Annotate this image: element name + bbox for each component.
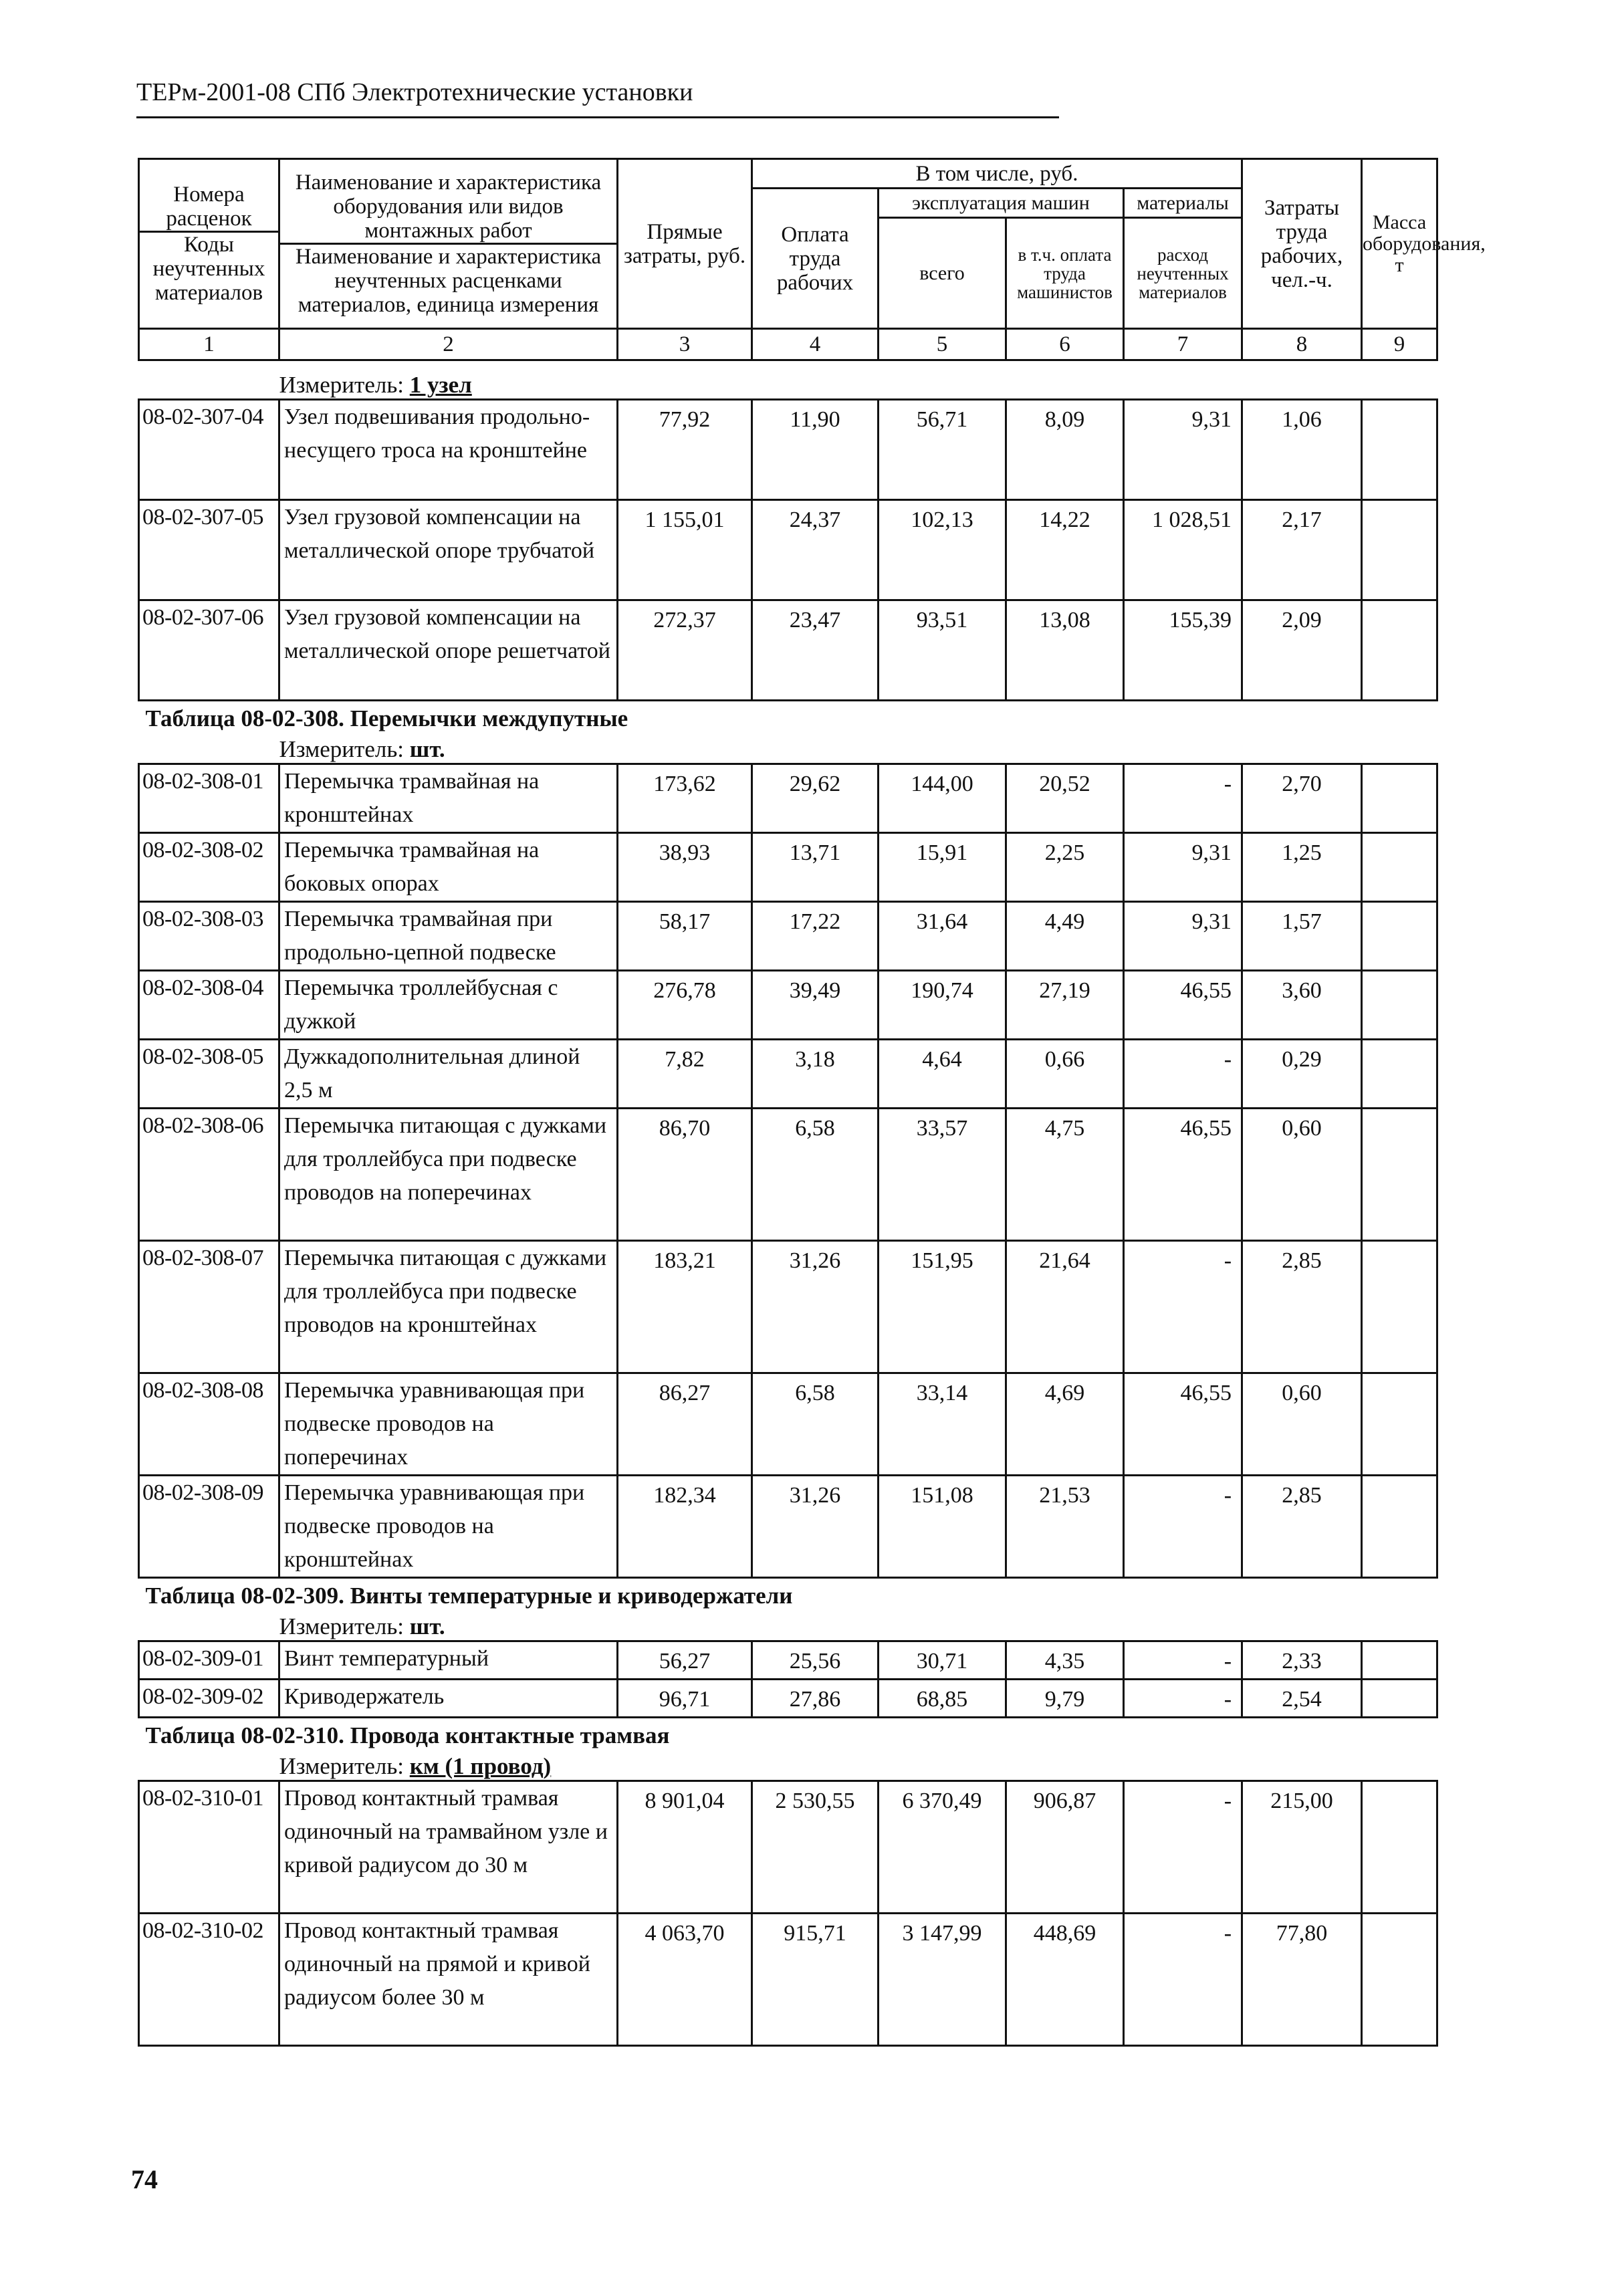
cell-labor: 25,56 [752, 1641, 879, 1680]
header-column-numbers [139, 329, 1437, 360]
cell-code: 08-02-308-05 [139, 1040, 279, 1109]
cell-direct: 77,92 [618, 400, 752, 500]
table-row [139, 902, 1437, 971]
cell-mass [1362, 902, 1437, 971]
meter-label: Измеритель: [279, 372, 404, 398]
header-machines: эксплуатация машин [879, 189, 1124, 218]
header-mass: Масса оборудования, т [1362, 159, 1437, 329]
meter-unit: 1 узел [409, 372, 472, 398]
cell-labor-hours: 1,06 [1242, 400, 1362, 500]
cell-labor-hours: 0,60 [1242, 1109, 1362, 1241]
cell-code: 08-02-307-06 [139, 600, 279, 701]
cell-labor: 29,62 [752, 764, 879, 833]
cell-materials: - [1124, 1680, 1242, 1718]
cell-mass [1362, 764, 1437, 833]
meter-line [139, 732, 1437, 764]
cell-materials: - [1124, 1476, 1242, 1578]
cell-code: 08-02-309-02 [139, 1680, 279, 1718]
section-title-row [139, 1578, 1437, 1610]
cell-materials: - [1124, 1241, 1242, 1373]
cell-materials: 155,39 [1124, 600, 1242, 701]
cell-labor-hours: 2,70 [1242, 764, 1362, 833]
cell-machines-total: 33,57 [879, 1109, 1006, 1241]
cell-direct: 8 901,04 [618, 1781, 752, 1914]
cell-name: Перемычка питающая с дужками для троллейбуса при подвеске проводов на поперечинах [279, 1109, 618, 1241]
cell-labor: 17,22 [752, 902, 879, 971]
cell-materials: 1 028,51 [1124, 500, 1242, 600]
cell-direct: 272,37 [618, 600, 752, 701]
cell-mass [1362, 500, 1437, 600]
cell-mass [1362, 1241, 1437, 1373]
cell-name: Узел грузовой компенсации на металлической опоре решетчатой [279, 600, 618, 701]
cell-materials: - [1124, 1914, 1242, 2046]
meter-row [139, 368, 1437, 400]
cell-labor-hours: 2,09 [1242, 600, 1362, 701]
meter-line [139, 368, 1437, 400]
cell-machinists: 0,66 [1006, 1040, 1124, 1109]
column-number: 8 [1242, 329, 1362, 360]
section-title-row [139, 1718, 1437, 1750]
cell-name: Перемычка питающая с дужками для троллейбуса при подвеске проводов на кронштейнах [279, 1241, 618, 1373]
table-row [139, 1641, 1437, 1680]
column-number: 9 [1362, 329, 1437, 360]
table-row [139, 1241, 1437, 1373]
cell-machines-total: 68,85 [879, 1680, 1006, 1718]
cell-machines-total: 31,64 [879, 902, 1006, 971]
header-names [279, 159, 618, 329]
cell-direct: 4 063,70 [618, 1914, 752, 2046]
table-row [139, 1109, 1437, 1241]
cell-machinists: 4,35 [1006, 1641, 1124, 1680]
cell-machinists: 4,75 [1006, 1109, 1124, 1241]
cell-mass [1362, 971, 1437, 1040]
table-row [139, 600, 1437, 701]
cell-labor: 6,58 [752, 1109, 879, 1241]
header-codes [139, 159, 279, 329]
cell-machinists: 21,64 [1006, 1241, 1124, 1373]
cell-labor: 13,71 [752, 833, 879, 902]
cell-direct: 173,62 [618, 764, 752, 833]
table-row [139, 400, 1437, 500]
cell-code: 08-02-310-01 [139, 1781, 279, 1914]
cell-direct: 182,34 [618, 1476, 752, 1578]
cell-labor-hours: 215,00 [1242, 1781, 1362, 1914]
header-names-bottom: Наименование и характеристика неучтенных расценками материалов, единица измерения [295, 245, 602, 317]
cell-materials: - [1124, 1781, 1242, 1914]
cell-materials: 9,31 [1124, 833, 1242, 902]
table-row [139, 971, 1437, 1040]
cell-name: Узел подвешивания продольно-несущего троса на кронштейне [279, 400, 618, 500]
header-unaccounted-materials: расход неучтенных материалов [1124, 218, 1242, 329]
cell-machines-total: 151,08 [879, 1476, 1006, 1578]
table-row [139, 833, 1437, 902]
cell-machinists: 13,08 [1006, 600, 1124, 701]
cell-machinists: 4,49 [1006, 902, 1124, 971]
cell-mass [1362, 1476, 1437, 1578]
cell-mass [1362, 1373, 1437, 1476]
cell-machines-total: 93,51 [879, 600, 1006, 701]
cell-machines-total: 6 370,49 [879, 1781, 1006, 1914]
table-row [139, 1914, 1437, 2046]
cell-labor-hours: 2,33 [1242, 1641, 1362, 1680]
cell-machines-total: 190,74 [879, 971, 1006, 1040]
cell-machinists: 448,69 [1006, 1914, 1124, 2046]
cell-machines-total: 144,00 [879, 764, 1006, 833]
column-number: 6 [1006, 329, 1124, 360]
meter-row [139, 1749, 1437, 1781]
cell-code: 08-02-310-02 [139, 1914, 279, 2046]
column-number: 2 [279, 329, 618, 360]
cell-code: 08-02-308-07 [139, 1241, 279, 1373]
cell-mass [1362, 833, 1437, 902]
cell-code: 08-02-308-01 [139, 764, 279, 833]
cell-code: 08-02-308-09 [139, 1476, 279, 1578]
meter-row [139, 1609, 1437, 1641]
cell-labor-hours: 1,25 [1242, 833, 1362, 902]
cell-name: Криводержатель [279, 1680, 618, 1718]
cell-materials: 46,55 [1124, 1373, 1242, 1476]
cell-materials: - [1124, 764, 1242, 833]
header-labor-pay: Оплата труда рабочих [752, 189, 879, 329]
cell-machines-total: 56,71 [879, 400, 1006, 500]
cell-labor-hours: 0,60 [1242, 1373, 1362, 1476]
table-row [139, 1040, 1437, 1109]
cell-code: 08-02-308-03 [139, 902, 279, 971]
cell-direct: 183,21 [618, 1241, 752, 1373]
cell-labor-hours: 77,80 [1242, 1914, 1362, 2046]
cell-machines-total: 3 147,99 [879, 1914, 1006, 2046]
cell-labor-hours: 2,17 [1242, 500, 1362, 600]
column-number: 4 [752, 329, 879, 360]
meter-label: Измеритель: [279, 736, 404, 762]
cell-direct: 38,93 [618, 833, 752, 902]
cell-code: 08-02-309-01 [139, 1641, 279, 1680]
cell-code: 08-02-308-04 [139, 971, 279, 1040]
table-body [139, 360, 1437, 2046]
column-number: 1 [139, 329, 279, 360]
cell-materials: - [1124, 1040, 1242, 1109]
cell-machinists: 21,53 [1006, 1476, 1124, 1578]
cell-name: Перемычка трамвайная при продольно-цепной подвеске [279, 902, 618, 971]
cell-machines-total: 15,91 [879, 833, 1006, 902]
column-number: 7 [1124, 329, 1242, 360]
cell-mass [1362, 1781, 1437, 1914]
cell-name: Перемычка уравнивающая при подвеске проводов на поперечинах [279, 1373, 618, 1476]
meter-label: Измеритель: [279, 1753, 404, 1779]
cell-mass [1362, 400, 1437, 500]
running-head-rule [136, 116, 1059, 118]
cell-direct: 86,27 [618, 1373, 752, 1476]
cell-materials: 9,31 [1124, 902, 1242, 971]
meter-unit: шт. [409, 736, 445, 762]
cell-mass [1362, 1680, 1437, 1718]
header-names-top: Наименование и характеристика оборудования или видов монтажных работ [280, 170, 616, 245]
cell-machinists: 906,87 [1006, 1781, 1124, 1914]
header-including: В том числе, руб. [752, 159, 1242, 189]
section-title: Таблица 08-02-309. Винты температурные и криводержатели [145, 1583, 793, 1609]
cell-labor: 23,47 [752, 600, 879, 701]
table-header [139, 159, 1486, 360]
cell-machines-total: 30,71 [879, 1641, 1006, 1680]
table-row [139, 500, 1437, 600]
header-machines-total: всего [879, 218, 1006, 329]
header-codes-bottom: Коды неучтенных материалов [152, 233, 265, 305]
cell-name: Узел грузовой компенсации на металлической опоре трубчатой [279, 500, 618, 600]
cell-machinists: 27,19 [1006, 971, 1124, 1040]
cell-machinists: 8,09 [1006, 400, 1124, 500]
cell-code: 08-02-308-08 [139, 1373, 279, 1476]
cell-name: Провод контактный трамвая одиночный на трамвайном узле и кривой радиусом до 30 м [279, 1781, 618, 1914]
table-row [139, 1373, 1437, 1476]
header-materials: материалы [1124, 189, 1242, 218]
table-row [139, 764, 1437, 833]
meter-unit: шт. [409, 1613, 445, 1639]
cell-code: 08-02-308-06 [139, 1109, 279, 1241]
cell-labor: 31,26 [752, 1241, 879, 1373]
cell-direct: 86,70 [618, 1109, 752, 1241]
meter-line [139, 1609, 1437, 1641]
cell-labor-hours: 3,60 [1242, 971, 1362, 1040]
cell-labor: 6,58 [752, 1373, 879, 1476]
page-number: 74 [131, 2164, 158, 2194]
cell-labor: 11,90 [752, 400, 879, 500]
cell-name: Перемычка уравнивающая при подвеске проводов на кронштейнах [279, 1476, 618, 1578]
spacer-row [139, 360, 1437, 368]
column-number: 3 [618, 329, 752, 360]
cell-materials: - [1124, 1641, 1242, 1680]
table-row [139, 1781, 1437, 1914]
cell-code: 08-02-307-05 [139, 500, 279, 600]
cell-direct: 96,71 [618, 1680, 752, 1718]
cell-direct: 58,17 [618, 902, 752, 971]
cell-name: Провод контактный трамвая одиночный на прямой и кривой радиусом более 30 м [279, 1914, 618, 2046]
cell-machines-total: 102,13 [879, 500, 1006, 600]
cell-materials: 46,55 [1124, 1109, 1242, 1241]
cell-mass [1362, 600, 1437, 701]
cell-direct: 7,82 [618, 1040, 752, 1109]
cell-labor: 39,49 [752, 971, 879, 1040]
cell-machinists: 20,52 [1006, 764, 1124, 833]
cell-materials: 9,31 [1124, 400, 1242, 500]
cell-labor-hours: 2,85 [1242, 1476, 1362, 1578]
cell-machines-total: 151,95 [879, 1241, 1006, 1373]
meter-row [139, 732, 1437, 764]
cell-direct: 56,27 [618, 1641, 752, 1680]
cell-machinists: 2,25 [1006, 833, 1124, 902]
section-title: Таблица 08-02-308. Перемычки междупутные [145, 705, 628, 731]
cell-name: Перемычка трамвайная на боковых опорах [279, 833, 618, 902]
cell-name: Винт температурный [279, 1641, 618, 1680]
cell-name: Перемычка трамвайная на кронштейнах [279, 764, 618, 833]
cell-labor: 31,26 [752, 1476, 879, 1578]
meter-line [139, 1749, 1437, 1781]
cell-mass [1362, 1040, 1437, 1109]
header-machinists-pay: в т.ч. оплата труда машинистов [1006, 218, 1124, 329]
cell-code: 08-02-307-04 [139, 400, 279, 500]
cell-name: Дужкадополнительная длиной 2,5 м [279, 1040, 618, 1109]
cell-direct: 1 155,01 [618, 500, 752, 600]
cell-materials: 46,55 [1124, 971, 1242, 1040]
meter-label: Измеритель: [279, 1613, 404, 1639]
section-title: Таблица 08-02-310. Провода контактные трамвая [145, 1722, 670, 1748]
cell-machines-total: 4,64 [879, 1040, 1006, 1109]
cell-labor: 27,86 [752, 1680, 879, 1718]
cell-machinists: 14,22 [1006, 500, 1124, 600]
cell-mass [1362, 1641, 1437, 1680]
cell-machines-total: 33,14 [879, 1373, 1006, 1476]
section-title-row [139, 701, 1437, 733]
spacer [139, 360, 1437, 368]
header-direct-costs: Прямые затраты, руб. [618, 159, 752, 329]
cell-code: 08-02-308-02 [139, 833, 279, 902]
cell-mass [1362, 1914, 1437, 2046]
cell-labor-hours: 2,54 [1242, 1680, 1362, 1718]
cell-direct: 276,78 [618, 971, 752, 1040]
cell-labor-hours: 0,29 [1242, 1040, 1362, 1109]
cell-name: Перемычка троллейбусная с дужкой [279, 971, 618, 1040]
table-row [139, 1680, 1437, 1718]
meter-unit: км (1 провод) [409, 1753, 552, 1779]
header-labor-hours: Затраты труда рабочих, чел.-ч. [1242, 159, 1362, 329]
cell-labor: 3,18 [752, 1040, 879, 1109]
table-row [139, 1476, 1437, 1578]
cell-mass [1362, 1109, 1437, 1241]
cell-labor-hours: 1,57 [1242, 902, 1362, 971]
cell-labor: 915,71 [752, 1914, 879, 2046]
header-codes-top: Номера расценок [140, 183, 278, 233]
rates-table [138, 158, 1486, 2047]
cell-labor: 2 530,55 [752, 1781, 879, 1914]
running-head: ТЕРм-2001-08 СПб Электротехнические установки [136, 78, 693, 106]
cell-labor: 24,37 [752, 500, 879, 600]
cell-machinists: 9,79 [1006, 1680, 1124, 1718]
column-number: 5 [879, 329, 1006, 360]
cell-machinists: 4,69 [1006, 1373, 1124, 1476]
cell-labor-hours: 2,85 [1242, 1241, 1362, 1373]
